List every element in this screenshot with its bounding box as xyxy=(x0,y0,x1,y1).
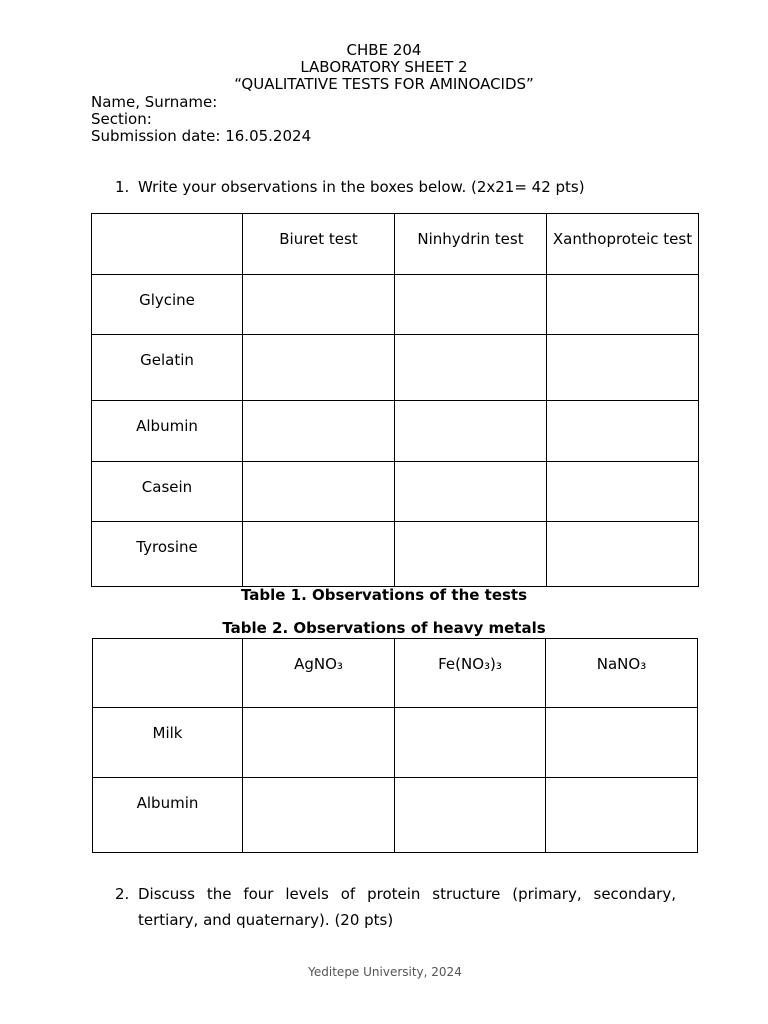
table-2-caption: Table 2. Observations of heavy metals xyxy=(222,619,546,637)
table-row xyxy=(93,708,698,778)
name-field-label: Name, Surname: xyxy=(91,93,218,111)
answer-cell[interactable] xyxy=(395,401,547,462)
question-number: 1. xyxy=(115,178,130,196)
table-row xyxy=(92,275,699,335)
answer-cell[interactable] xyxy=(243,335,395,401)
row-header: Tyrosine xyxy=(92,522,243,587)
column-header: NaNO₃ xyxy=(546,639,698,708)
page-footer: Yeditepe University, 2024 xyxy=(308,965,462,979)
row-header: Gelatin xyxy=(92,335,243,401)
answer-cell[interactable] xyxy=(546,778,698,853)
answer-cell[interactable] xyxy=(395,462,547,522)
heavy-metals-table xyxy=(92,638,698,853)
table-row xyxy=(92,335,699,401)
course-code: CHBE 204 xyxy=(346,41,422,59)
corner-cell xyxy=(92,214,243,275)
answer-cell[interactable] xyxy=(243,462,395,522)
student-info xyxy=(91,94,311,145)
answer-cell[interactable] xyxy=(395,275,547,335)
answer-cell[interactable] xyxy=(547,335,699,401)
section-field-label: Section: xyxy=(91,110,152,128)
answer-cell[interactable] xyxy=(395,708,546,778)
table-header-row xyxy=(93,639,698,708)
row-header: Albumin xyxy=(93,778,243,853)
answer-cell[interactable] xyxy=(547,275,699,335)
column-header: Biuret test xyxy=(243,214,395,275)
table-row xyxy=(92,401,699,462)
row-header: Milk xyxy=(93,708,243,778)
row-header: Casein xyxy=(92,462,243,522)
answer-cell[interactable] xyxy=(243,708,395,778)
corner-cell xyxy=(93,639,243,708)
answer-cell[interactable] xyxy=(546,708,698,778)
column-header: Xanthoproteic test xyxy=(547,214,699,275)
observations-table xyxy=(91,213,699,587)
answer-cell[interactable] xyxy=(395,522,547,587)
question-text: Discuss the four levels of protein structure (primary, secondary, tertiary, and quaternary). (20 pts) xyxy=(138,885,676,929)
answer-cell[interactable] xyxy=(243,275,395,335)
table-header-row xyxy=(92,214,699,275)
answer-cell[interactable] xyxy=(395,335,547,401)
row-header: Glycine xyxy=(92,275,243,335)
table-row xyxy=(92,522,699,587)
answer-cell[interactable] xyxy=(243,522,395,587)
experiment-title: “QUALITATIVE TESTS FOR AMINOACIDS” xyxy=(234,75,534,93)
document-header xyxy=(0,42,768,93)
table-1-caption: Table 1. Observations of the tests xyxy=(240,586,528,604)
answer-cell[interactable] xyxy=(243,401,395,462)
question-number: 2. xyxy=(115,885,130,903)
answer-cell[interactable] xyxy=(395,778,546,853)
table-row xyxy=(93,778,698,853)
submission-date: Submission date: 16.05.2024 xyxy=(91,127,312,145)
question-1 xyxy=(115,174,585,200)
column-header: Ninhydrin test xyxy=(395,214,547,275)
table-row xyxy=(92,462,699,522)
column-header: AgNO₃ xyxy=(243,639,395,708)
question-text: Write your observations in the boxes below. (2x21= 42 pts) xyxy=(138,178,585,196)
answer-cell[interactable] xyxy=(547,462,699,522)
column-header: Fe(NO₃)₃ xyxy=(395,639,546,708)
answer-cell[interactable] xyxy=(547,522,699,587)
sheet-title: LABORATORY SHEET 2 xyxy=(300,58,468,76)
answer-cell[interactable] xyxy=(243,778,395,853)
row-header: Albumin xyxy=(92,401,243,462)
answer-cell[interactable] xyxy=(547,401,699,462)
question-2 xyxy=(115,881,676,933)
